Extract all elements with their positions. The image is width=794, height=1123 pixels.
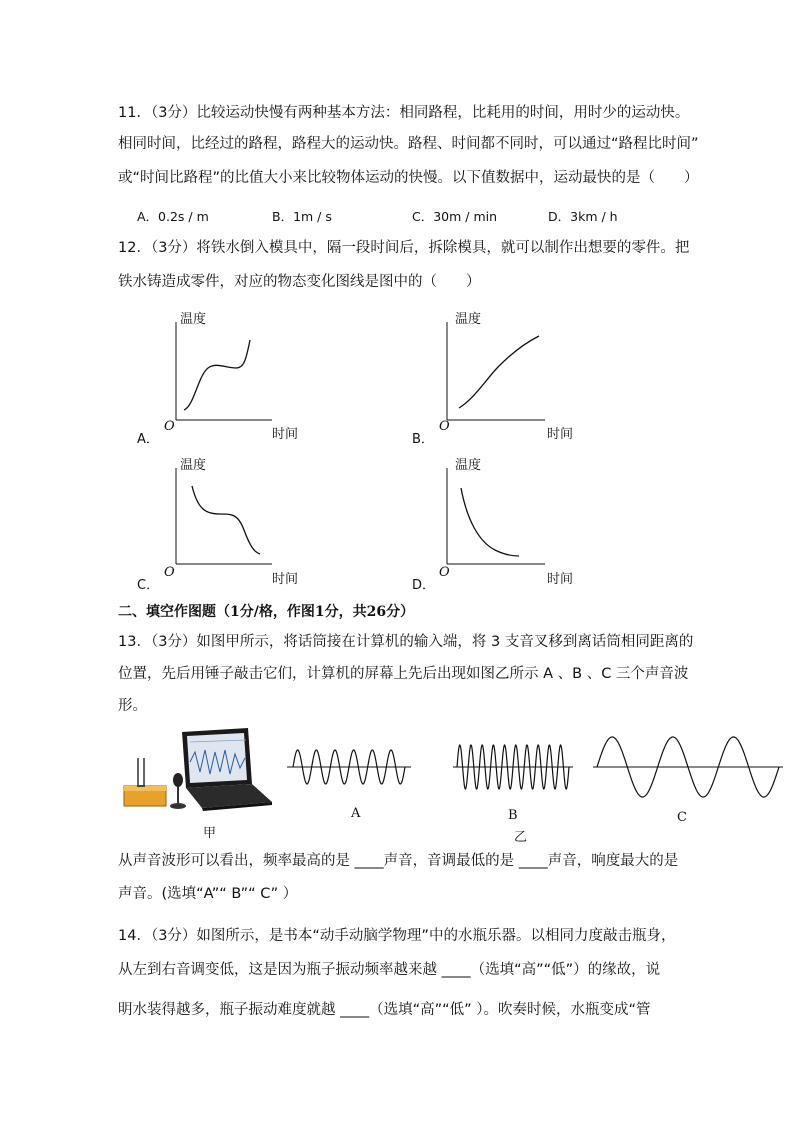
graph-d-xlabel: 时间 <box>547 572 574 587</box>
graph-d-curve <box>461 488 519 556</box>
graph-a <box>160 306 310 441</box>
fig-jia-apparatus <box>120 728 276 814</box>
q13-line-1: 13．（3分）如图甲所示，将话筒接在计算机的输入端，将 3 支音叉移到离话筒相同距离的 <box>118 634 694 650</box>
q11-line-2: 相同时间，比经过的路程，路程大的运动快。路程、时间都不同时，可以通过“路程比时间” <box>118 136 699 152</box>
waveform-b-label: B <box>508 808 518 823</box>
q13-line-2: 位置，先后用锤子敲击它们，计算机的屏幕上先后出现如图乙所示 A 、B 、C 三个声音波 <box>118 666 689 682</box>
graph-c-option-label: C． <box>137 578 160 593</box>
graph-c-curve <box>192 486 260 554</box>
graph-b-xlabel: 时间 <box>547 427 574 442</box>
q13-line-4: 从声音波形可以看出，频率最高的是 ____声音，音调最低的是 ____声音，响度最大的是 <box>118 853 679 869</box>
q11-option-c: C．30m / min <box>412 209 498 224</box>
graph-c <box>160 452 310 587</box>
graph-b-ylabel: 温度 <box>455 312 482 327</box>
waveform-a <box>285 740 413 796</box>
fig-jia-label: 甲 <box>203 826 217 841</box>
graph-a-ylabel: 温度 <box>180 312 207 327</box>
graph-c-origin: O <box>164 565 175 580</box>
graph-b-curve <box>459 336 539 408</box>
waveform-a-label: A <box>351 806 361 821</box>
graph-a-curve <box>184 340 250 410</box>
q14-line-3: 明水装得越多，瓶子振动难度就越 ____（选填“高”“低” ）。吹奏时候，水瓶变成“管 <box>118 1002 651 1018</box>
q12-line-2: 铁水铸造成零件，对应的物态变化图线是图中的（ ） <box>118 274 481 290</box>
q12-line-1: 12．（3分）将铁水倒入模具中，隔一段时间后，拆除模具，就可以制作出想要的零件。把 <box>118 240 690 256</box>
q14-line-1: 14．（3分）如图所示，是书本“动手动脑学物理”中的水瓶乐器。以相同力度敲击瓶身， <box>118 928 676 944</box>
q11-option-b: B．1m / s <box>272 209 332 224</box>
waveform-b <box>451 740 575 796</box>
graph-d-ylabel: 温度 <box>455 458 482 473</box>
q11-option-d: D．3km / h <box>548 209 618 224</box>
waveform-b-trace <box>457 745 569 789</box>
graph-a-origin: O <box>164 419 175 434</box>
laptop-illustration <box>182 728 272 811</box>
q13-line-5: 声音。(选填“A”“ B”“ C” ） <box>118 886 298 902</box>
q11-line-3: 或“时间比路程”的比值大小来比较物体运动的快慢。以下值数据中，运动最快的是（ ） <box>118 170 699 186</box>
section-2-heading: 二、填空作图题（1分/格，作图1分，共26分） <box>118 604 415 620</box>
graph-a-xlabel: 时间 <box>272 427 299 442</box>
graph-d-origin: O <box>439 565 450 580</box>
microphone-illustration <box>170 773 186 809</box>
graph-d <box>435 452 585 587</box>
q11-line-1: 11．（3分）比较运动快慢有两种基本方法：相同路程，比耗用的时间，用时少的运动快。 <box>118 105 690 121</box>
q13-line-3: 形。 <box>118 698 147 714</box>
graph-a-option-label: A． <box>137 432 159 447</box>
tuning-fork-illustration <box>124 758 166 806</box>
q11-option-a: A．0.2s / m <box>137 209 209 224</box>
graph-d-option-label: D． <box>412 578 436 593</box>
graph-c-xlabel: 时间 <box>272 572 299 587</box>
graph-c-ylabel: 温度 <box>180 458 207 473</box>
waveform-c <box>591 734 785 802</box>
graph-b <box>435 306 585 441</box>
graph-b-option-label: B． <box>412 432 434 447</box>
graph-b-origin: O <box>439 419 450 434</box>
fig-yi-label: 乙 <box>514 830 528 845</box>
waveform-c-label: C <box>677 810 687 825</box>
q14-line-2: 从左到右音调变低，这是因为瓶子振动频率越来越 ____（选填“高”“低”）的缘故，说 <box>118 962 661 978</box>
